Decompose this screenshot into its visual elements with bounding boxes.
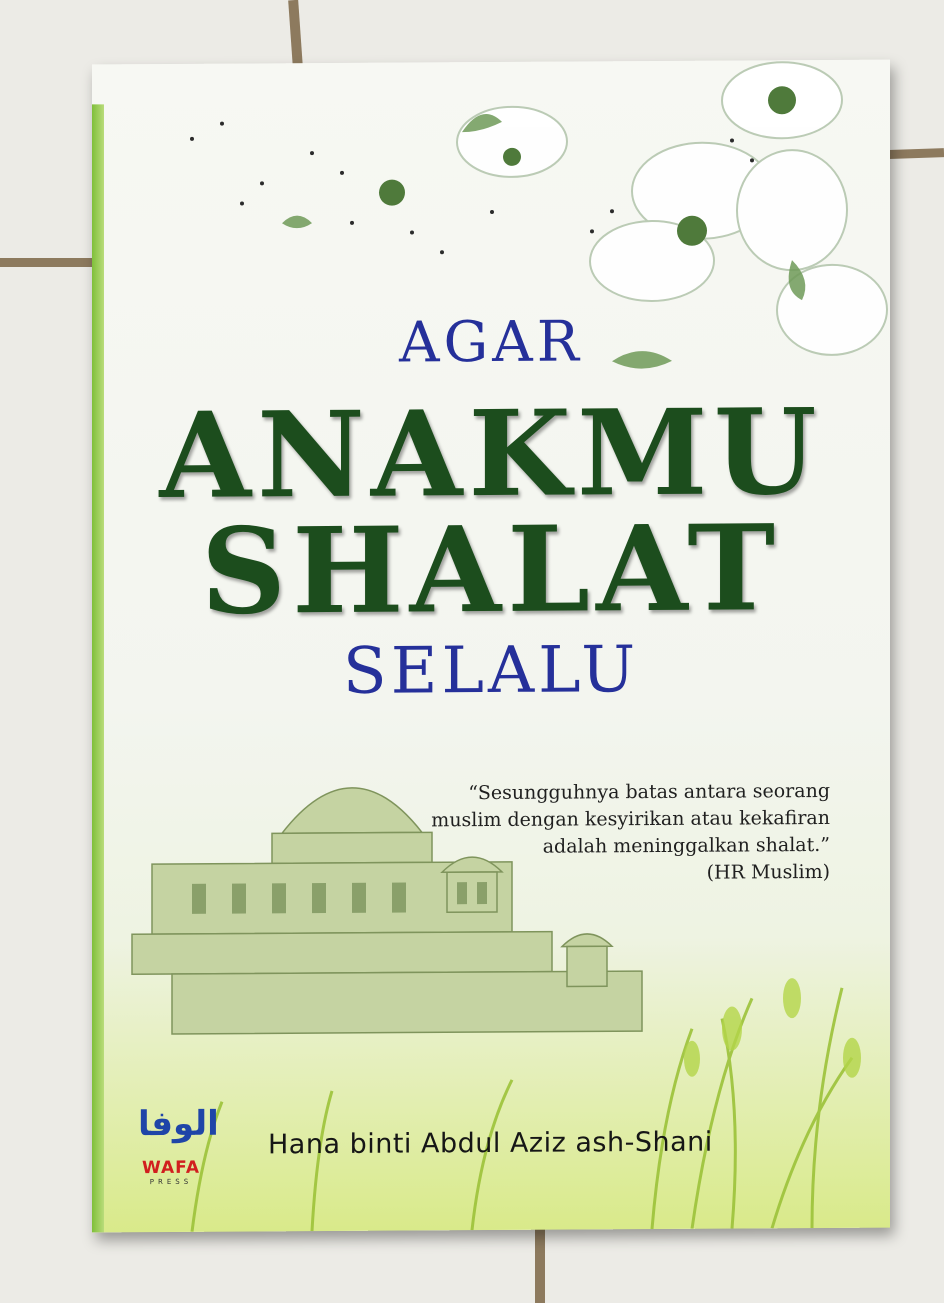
quote-source: (HR Muslim) — [706, 860, 830, 884]
tile-grout-horizontal-left — [0, 258, 100, 267]
title-agar: AGAR — [399, 309, 583, 376]
quote-line: adalah meninggalkan shalat.” — [542, 833, 830, 858]
quote-line: “Sesungguhnya batas antara seorang — [468, 779, 830, 805]
publisher-arabic: الوفا — [138, 1103, 219, 1145]
grass-illustration — [92, 908, 890, 1233]
title-shalat: SHALAT — [200, 498, 782, 641]
hadith-quote — [410, 778, 830, 889]
book-cover — [92, 60, 890, 1233]
publisher-name: WAFA — [142, 1157, 200, 1179]
title-anakmu: ANAKMU — [159, 381, 823, 526]
tile-grout-bottom — [535, 1225, 545, 1303]
title-selalu: SELALU — [342, 633, 640, 709]
quote-line: muslim dengan kesyirikan atau kekafiran — [431, 806, 830, 832]
author-name: Hana binti Abdul Aziz ash-Shani — [268, 1126, 713, 1161]
publisher-logo — [136, 1103, 219, 1196]
publisher-sub: PRESS — [149, 1177, 193, 1187]
